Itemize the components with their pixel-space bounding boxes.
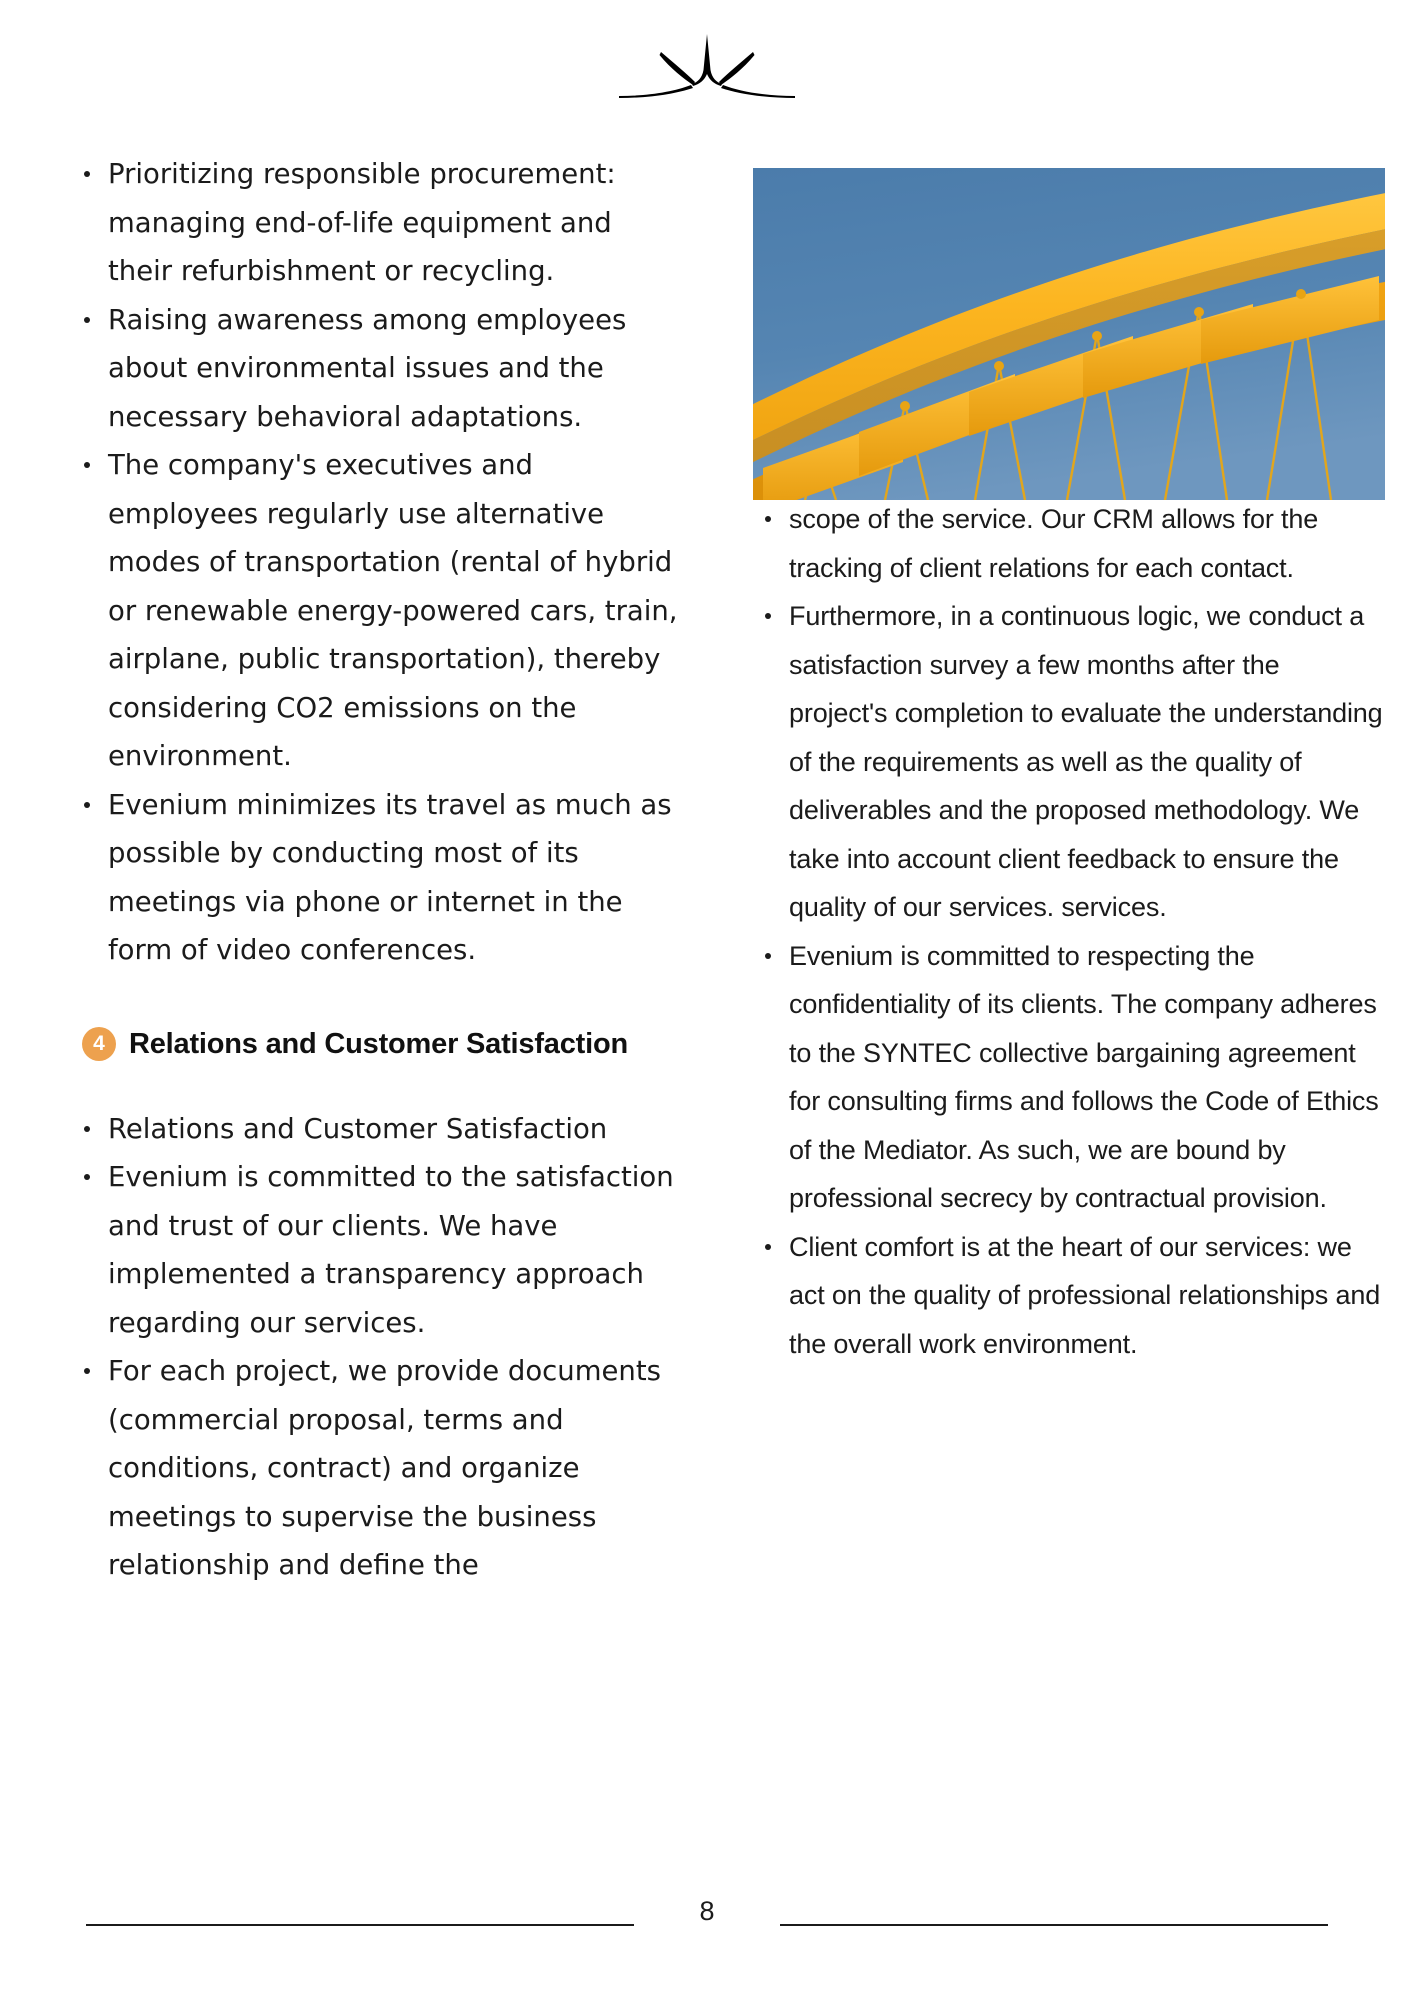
page-footer (0, 1895, 1414, 1945)
list-item: Client comfort is at the heart of our services: we act on the quality of professional relationships and the overall work environment. (753, 1223, 1385, 1369)
page-number: 8 (699, 1895, 715, 1926)
list-item: Evenium is committed to respecting the confidentiality of its clients. The company adheres to the SYNTEC collective bargaining agreement for consulting firms and follows the Code of Ethics of the Mediator. As such, we are bound by professional secrecy by contractual provision. (753, 932, 1385, 1223)
footer-rule-left (86, 1924, 634, 1926)
photo-spacer (753, 150, 1385, 495)
footer-rule-right (780, 1924, 1328, 1926)
list-item: The company's executives and employees regularly use alternative modes of transportation (rental of hybrid or renewable energy-powered cars, train, airplane, public transportation), thereby considering CO2 emissions on the environment. (72, 441, 682, 781)
section-title: Relations and Customer Satisfaction (129, 1027, 628, 1060)
list-item: For each project, we provide documents (commercial proposal, terms and conditions, contract) and organize meetings to supervise the business relationship and define the (72, 1347, 682, 1590)
content-columns (0, 150, 1414, 1850)
list-item: Relations and Customer Satisfaction (72, 1105, 682, 1154)
list-item: Evenium is committed to the satisfaction and trust of our clients. We have implemented a transparency approach regarding our services. (72, 1153, 682, 1347)
right-bullet-list (753, 495, 1385, 1368)
left-column (72, 150, 682, 1590)
section-number-badge: 4 (82, 1027, 116, 1061)
list-item: Evenium minimizes its travel as much as possible by conducting most of its meetings via phone or internet in the form of video conferences. (72, 781, 682, 975)
list-item: Furthermore, in a continuous logic, we conduct a satisfaction survey a few months after the project's completion to evaluate the understanding of the requirements as well as the quality of deliverables and the proposed methodology. We take into account client feedback to ensure the quality of our services. services. (753, 592, 1385, 932)
section-heading (82, 1027, 682, 1061)
heading-spacer (72, 1071, 682, 1105)
left-top-bullet-list (72, 150, 682, 975)
left-bottom-bullet-list (72, 1105, 682, 1590)
list-item: scope of the service. Our CRM allows for the tracking of client relations for each contact. (753, 495, 1385, 592)
evenium-crown-logo-icon (617, 30, 797, 106)
right-column (753, 150, 1385, 1368)
page-header (0, 22, 1414, 114)
list-item: Prioritizing responsible procurement: managing end-of-life equipment and their refurbishment or recycling. (72, 150, 682, 296)
list-item: Raising awareness among employees about environmental issues and the necessary behavioral adaptations. (72, 296, 682, 442)
